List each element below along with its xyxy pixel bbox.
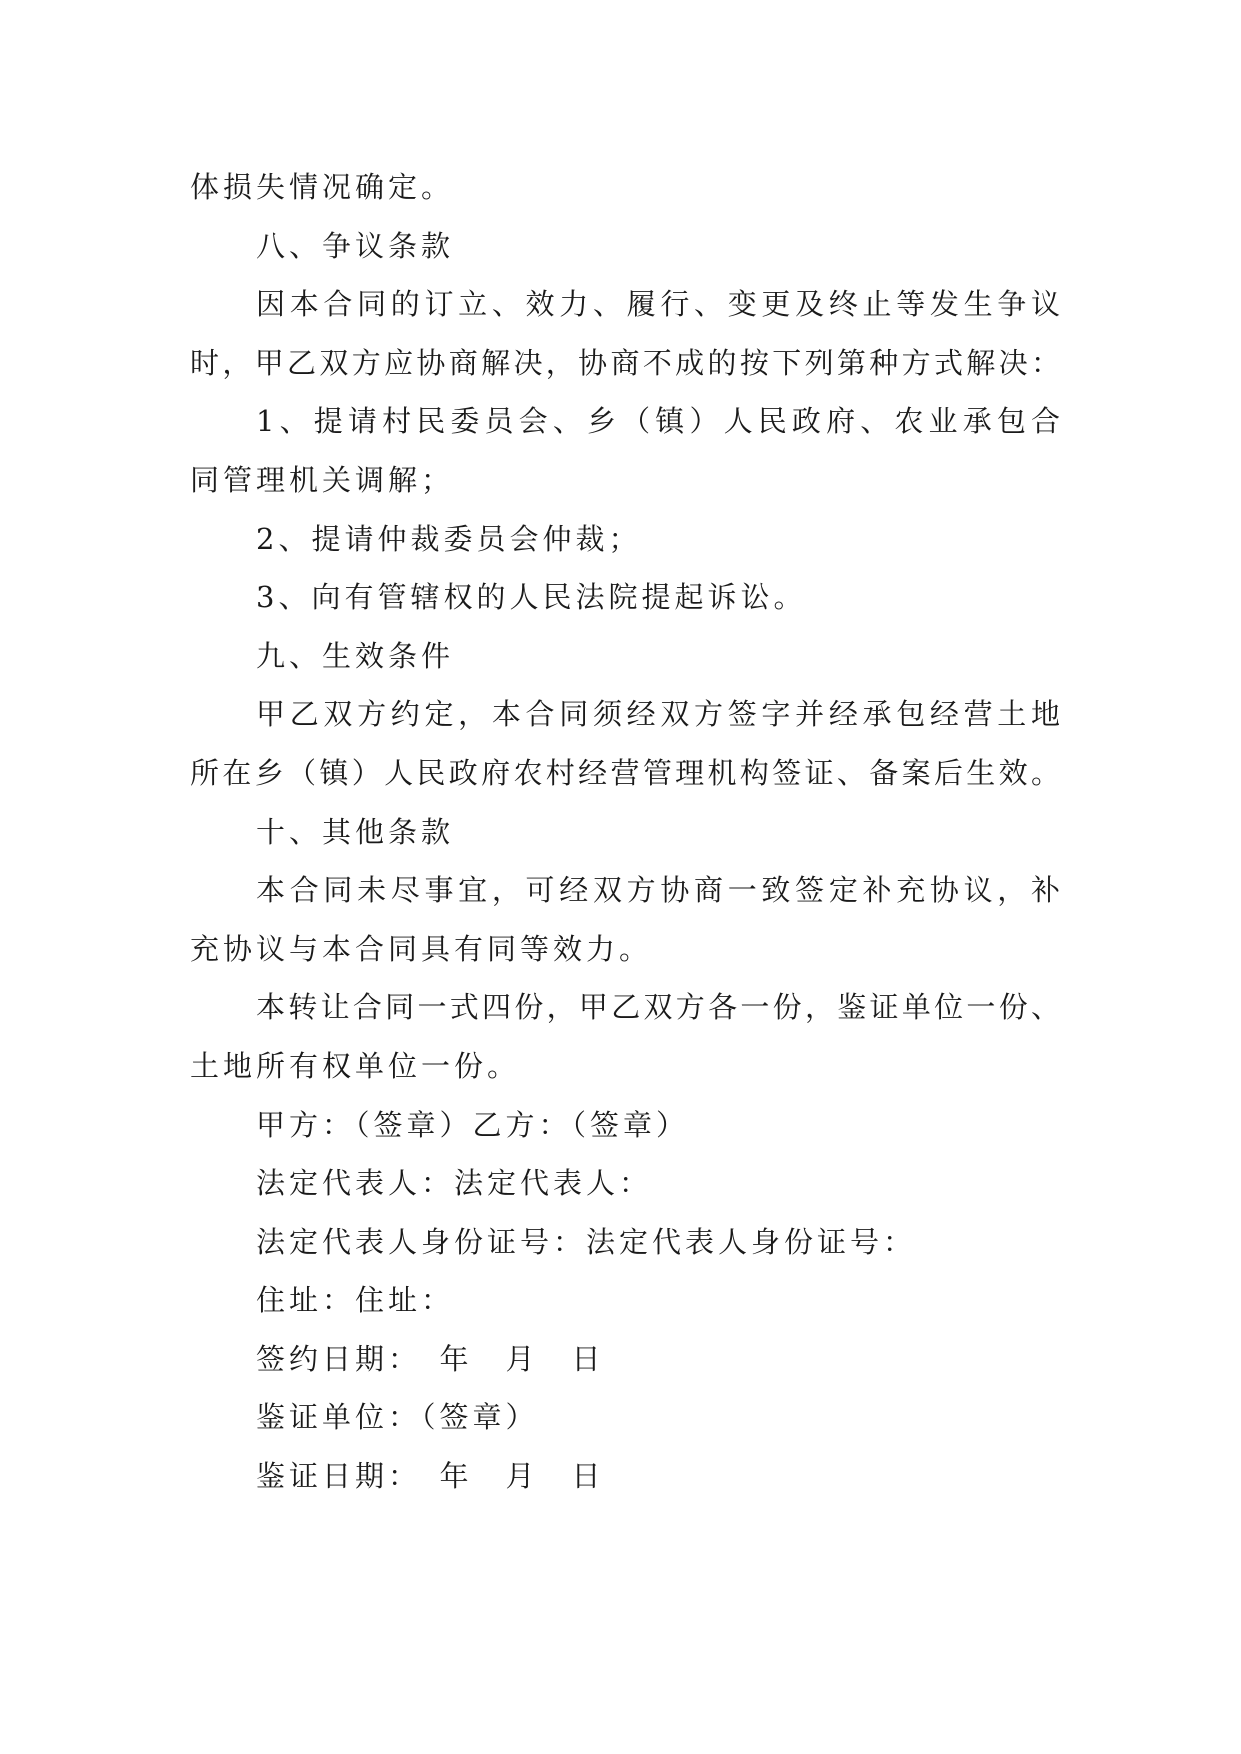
paragraph-line: 因本合同的订立、效力、履行、变更及终止等发生争议 [256, 287, 1060, 322]
list-item-1: 1、提请村民委员会、乡（镇）人民政府、农业承包合 [256, 404, 1060, 439]
paragraph-line: 土地所有权单位一份。 [190, 1048, 521, 1083]
paragraph-line: 时，甲乙双方应协商解决，协商不成的按下列第种方式解决： [190, 345, 1060, 380]
signature-parties: 甲方：（签章）乙方：（签章） [256, 1107, 690, 1142]
paragraph-line: 甲乙双方约定，本合同须经双方签字并经承包经营土地 [256, 697, 1060, 732]
section-heading-dispute: 八、争议条款 [256, 228, 455, 263]
paragraph-line: 充协议与本合同具有同等效力。 [190, 931, 653, 966]
representative-id-number: 法定代表人身份证号：法定代表人身份证号： [256, 1224, 917, 1259]
address: 住址：住址： [256, 1283, 455, 1318]
section-heading-other: 十、其他条款 [256, 814, 455, 849]
paragraph-line: 同管理机关调解； [190, 462, 455, 497]
list-item-3: 3、向有管辖权的人民法院提起诉讼。 [256, 580, 807, 615]
legal-representative: 法定代表人：法定代表人： [256, 1166, 653, 1201]
list-item-2: 2、提请仲裁委员会仲裁； [256, 521, 642, 556]
paragraph-line: 体损失情况确定。 [190, 170, 455, 204]
signing-date: 签约日期： 年 月 日 [256, 1341, 605, 1376]
paragraph-line: 本转让合同一式四份，甲乙双方各一份，鉴证单位一份、 [256, 990, 1060, 1025]
certification-date: 鉴证日期： 年 月 日 [256, 1459, 605, 1494]
paragraph-line: 所在乡（镇）人民政府农村经营管理机构签证、备案后生效。 [190, 755, 1060, 790]
contract-body [190, 158, 1060, 1506]
paragraph-line: 本合同未尽事宜，可经双方协商一致签定补充协议，补 [256, 873, 1060, 908]
section-heading-effect: 九、生效条件 [256, 638, 455, 673]
certification-unit: 鉴证单位：（签章） [256, 1400, 539, 1435]
